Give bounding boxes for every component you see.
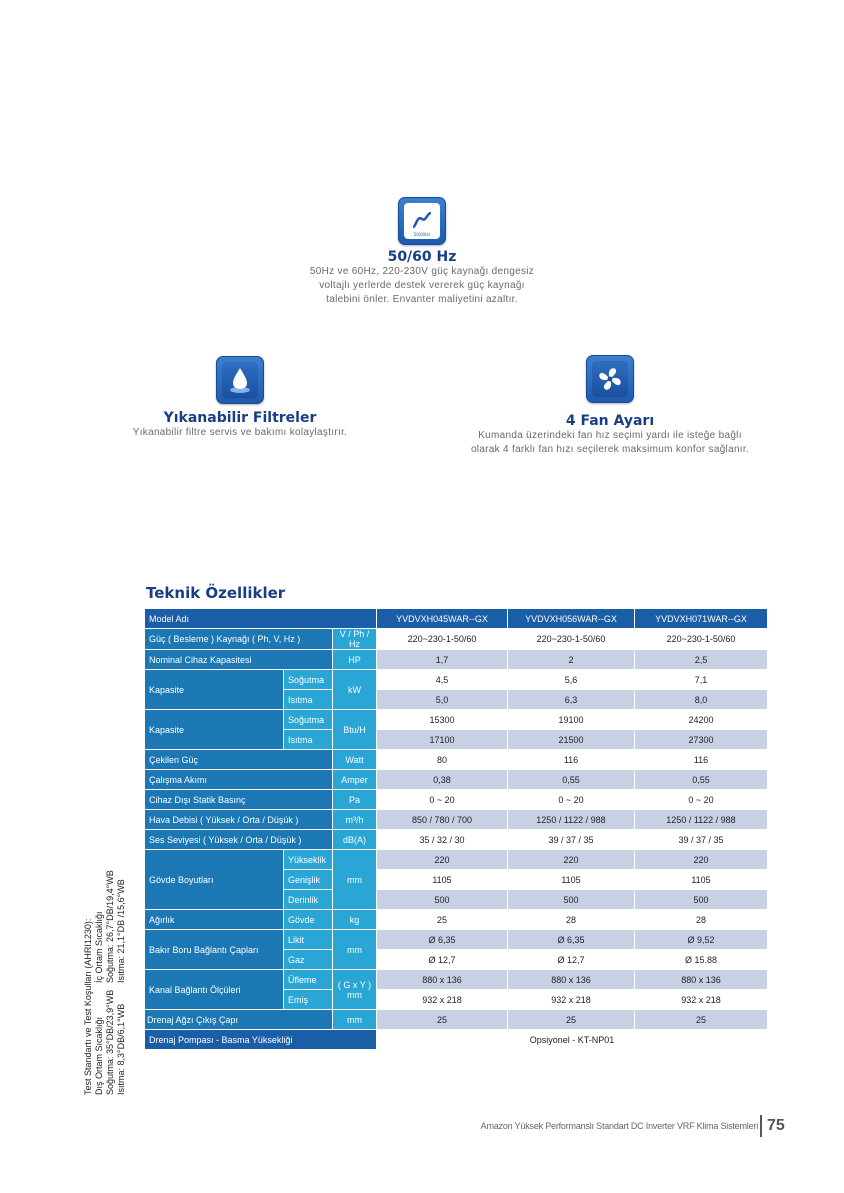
cell: Opsiyonel - KT-NP01 xyxy=(377,1030,768,1050)
feature-hz xyxy=(290,197,554,307)
cell: Ø 6,35 xyxy=(377,930,508,950)
table-row xyxy=(145,930,768,950)
row-unit: mm xyxy=(333,1010,377,1030)
cell: 24200 xyxy=(635,710,768,730)
row-sublabel: Derinlik xyxy=(284,890,333,910)
note-text: Dış Ortam Sıcaklığı xyxy=(94,1016,104,1095)
cell: 25 xyxy=(508,1010,635,1030)
cell: 220~230-1-50/60 xyxy=(635,629,768,650)
row-label: Drenaj Pompası - Basma Yüksekliği xyxy=(145,1030,377,1050)
row-label: Nominal Cihaz Kapasitesi xyxy=(145,650,333,670)
table-row xyxy=(145,970,768,990)
header-model-3: YVDVXH071WAR--GX xyxy=(635,609,768,629)
cell: Ø 15.88 xyxy=(635,950,768,970)
cell: Ø 9,52 xyxy=(635,930,768,950)
feature-filter-title: Yıkanabilir Filtreler xyxy=(163,410,317,426)
cell: 1105 xyxy=(508,870,635,890)
cell: 1105 xyxy=(377,870,508,890)
row-unit: Btu/H xyxy=(333,710,377,750)
cell: 39 / 37 / 35 xyxy=(508,830,635,850)
table-row xyxy=(145,910,768,930)
cell: 27300 xyxy=(635,730,768,750)
cell: 19100 xyxy=(508,710,635,730)
cell: 17100 xyxy=(377,730,508,750)
feature-hz-title: 50/60 Hz xyxy=(387,249,457,265)
cell: 25 xyxy=(377,910,508,930)
feature-fan-title: 4 Fan Ayarı xyxy=(565,413,655,429)
cell: 80 xyxy=(377,750,508,770)
cell: Ø 12,7 xyxy=(377,950,508,970)
cell: 1,7 xyxy=(377,650,508,670)
row-label: Kapasite xyxy=(145,670,284,710)
cell: 7,1 xyxy=(635,670,768,690)
cell: 5,0 xyxy=(377,690,508,710)
note-text: Isıtma: 21,1°DB /15,6°WB xyxy=(116,879,126,983)
cell: 28 xyxy=(635,910,768,930)
row-label: Hava Debisi ( Yüksek / Orta / Düşük ) xyxy=(145,810,333,830)
row-unit: kW xyxy=(333,670,377,710)
row-unit: kg xyxy=(333,910,377,930)
row-label: Kapasite xyxy=(145,710,284,750)
row-sublabel: Emiş xyxy=(284,990,333,1010)
cell: 220 xyxy=(508,850,635,870)
row-label: Bakır Boru Bağlantı Çapları xyxy=(145,930,284,970)
cell: 0,55 xyxy=(508,770,635,790)
cell: 220 xyxy=(635,850,768,870)
fan-icon xyxy=(586,355,634,403)
test-standard-title: Test Standartı ve Test Koşulları (AHRI1230): xyxy=(83,918,93,1095)
cell: 932 x 218 xyxy=(635,990,768,1010)
cell: Ø 6,35 xyxy=(508,930,635,950)
cell: 2 xyxy=(508,650,635,670)
cell: 500 xyxy=(508,890,635,910)
cell: 0 ~ 20 xyxy=(635,790,768,810)
feature-filter-desc: Yıkanabilir filtre servis ve bakımı kolaylaştırır. xyxy=(132,427,348,438)
table-row xyxy=(145,790,768,810)
note-text: Soğutma: 26,7°DB/19,4°WB xyxy=(105,870,115,983)
feature-fan-desc: Kumanda üzerindeki fan hız seçimi yardı ile isteğe bağlı olarak 4 farklı fan hızı seçilerek maksimum konfor sağlanır. xyxy=(470,430,750,455)
tech-specs-title: Teknik Özellikler xyxy=(146,584,286,602)
feature-filter xyxy=(100,356,380,440)
row-sublabel: Gaz xyxy=(284,950,333,970)
header-model-2: YVDVXH056WAR--GX xyxy=(508,609,635,629)
cell: 220~230-1-50/60 xyxy=(377,629,508,650)
cell: 25 xyxy=(635,1010,768,1030)
row-label: Ağırlık xyxy=(145,910,284,930)
table-row xyxy=(145,670,768,690)
row-sublabel: Genişlik xyxy=(284,870,333,890)
cell: 0,55 xyxy=(635,770,768,790)
cell: 35 / 32 / 30 xyxy=(377,830,508,850)
water-drop-icon xyxy=(216,356,264,404)
cell: 4,5 xyxy=(377,670,508,690)
table-row xyxy=(145,750,768,770)
row-label: Çalışma Akımı xyxy=(145,770,333,790)
row-unit: dB(A) xyxy=(333,830,377,850)
cell: 500 xyxy=(635,890,768,910)
row-label: Cihaz Dışı Statik Basınç xyxy=(145,790,333,810)
cell: 21500 xyxy=(508,730,635,750)
cell: 6,3 xyxy=(508,690,635,710)
row-unit: Amper xyxy=(333,770,377,790)
feature-hz-desc: 50Hz ve 60Hz, 220-230V güç kaynağı dengesiz voltajlı yerlerde destek vererek güç kaynağı talebini önler. Envanter maliyetini azaltır. xyxy=(309,266,535,305)
cell: 116 xyxy=(508,750,635,770)
row-sublabel: Isıtma xyxy=(284,730,333,750)
cell: 28 xyxy=(508,910,635,930)
note-text: İç Ortam Sıcaklığı xyxy=(94,911,104,983)
row-unit: mm xyxy=(333,850,377,910)
table-row xyxy=(145,810,768,830)
cell: 220 xyxy=(377,850,508,870)
hz-waveform-icon xyxy=(398,197,446,245)
row-sublabel: Soğutma xyxy=(284,710,333,730)
cell: 5,6 xyxy=(508,670,635,690)
cell: 220~230-1-50/60 xyxy=(508,629,635,650)
row-sublabel: Gövde xyxy=(284,910,333,930)
page-number: 75 xyxy=(767,1117,785,1134)
row-unit: V / Ph / Hz xyxy=(333,629,377,650)
row-label: Gövde Boyutları xyxy=(145,850,284,910)
header-model-label: Model Adı xyxy=(145,609,377,629)
cell: Ø 12,7 xyxy=(508,950,635,970)
cell: 2,5 xyxy=(635,650,768,670)
table-row xyxy=(145,1030,768,1050)
cell: 8,0 xyxy=(635,690,768,710)
row-label: Drenaj Ağzı Çıkış Çapı xyxy=(145,1010,333,1030)
cell: 500 xyxy=(377,890,508,910)
cell: 1250 / 1122 / 988 xyxy=(508,810,635,830)
row-unit: Pa xyxy=(333,790,377,810)
row-unit: m³/h xyxy=(333,810,377,830)
row-sublabel: Soğutma xyxy=(284,670,333,690)
cell: 1105 xyxy=(635,870,768,890)
row-label: Çekilen Güç xyxy=(145,750,333,770)
note-text: Isıtma: 8,3°DB/6,1°WB xyxy=(116,1003,126,1095)
row-label: Güç ( Besleme ) Kaynağı ( Ph, V, Hz ) xyxy=(145,629,333,650)
row-sublabel: Üfleme xyxy=(284,970,333,990)
table-row xyxy=(145,609,768,629)
row-unit: HP xyxy=(333,650,377,670)
note-text: Soğutma: 35°DB/23,9°WB xyxy=(105,989,115,1095)
cell: 880 x 136 xyxy=(508,970,635,990)
cell: 15300 xyxy=(377,710,508,730)
cell: 932 x 218 xyxy=(377,990,508,1010)
spec-table xyxy=(144,608,768,1050)
cell: 39 / 37 / 35 xyxy=(635,830,768,850)
row-unit: mm xyxy=(333,930,377,970)
table-row xyxy=(145,830,768,850)
row-label: Ses Seviyesi ( Yüksek / Orta / Düşük ) xyxy=(145,830,333,850)
table-row xyxy=(145,710,768,730)
footer-text: Amazon Yüksek Performanslı Standart DC Inverter VRF Klima Sistemleri xyxy=(480,1121,758,1131)
row-label: Kanal Bağlantı Ölçüleri xyxy=(145,970,284,1010)
cell: 880 x 136 xyxy=(635,970,768,990)
svg-text:50/60Hz: 50/60Hz xyxy=(413,232,431,237)
cell: 0 ~ 20 xyxy=(508,790,635,810)
cell: 0 ~ 20 xyxy=(377,790,508,810)
cell: 850 / 780 / 700 xyxy=(377,810,508,830)
cell: 1250 / 1122 / 988 xyxy=(635,810,768,830)
cell: 0,38 xyxy=(377,770,508,790)
cell: 116 xyxy=(635,750,768,770)
row-unit: Watt xyxy=(333,750,377,770)
table-row xyxy=(145,650,768,670)
row-unit: ( G x Y ) mm xyxy=(333,970,377,1010)
table-row xyxy=(145,629,768,650)
footer-divider xyxy=(760,1115,762,1137)
row-sublabel: Likit xyxy=(284,930,333,950)
header-model-1: YVDVXH045WAR--GX xyxy=(377,609,508,629)
table-row xyxy=(145,850,768,870)
cell: 880 x 136 xyxy=(377,970,508,990)
row-sublabel: Isıtma xyxy=(284,690,333,710)
cell: 932 x 218 xyxy=(508,990,635,1010)
feature-fan xyxy=(440,355,780,457)
row-sublabel: Yükseklik xyxy=(284,850,333,870)
table-row xyxy=(145,770,768,790)
test-standard-note xyxy=(83,855,135,1095)
table-row xyxy=(145,1010,768,1030)
cell: 25 xyxy=(377,1010,508,1030)
